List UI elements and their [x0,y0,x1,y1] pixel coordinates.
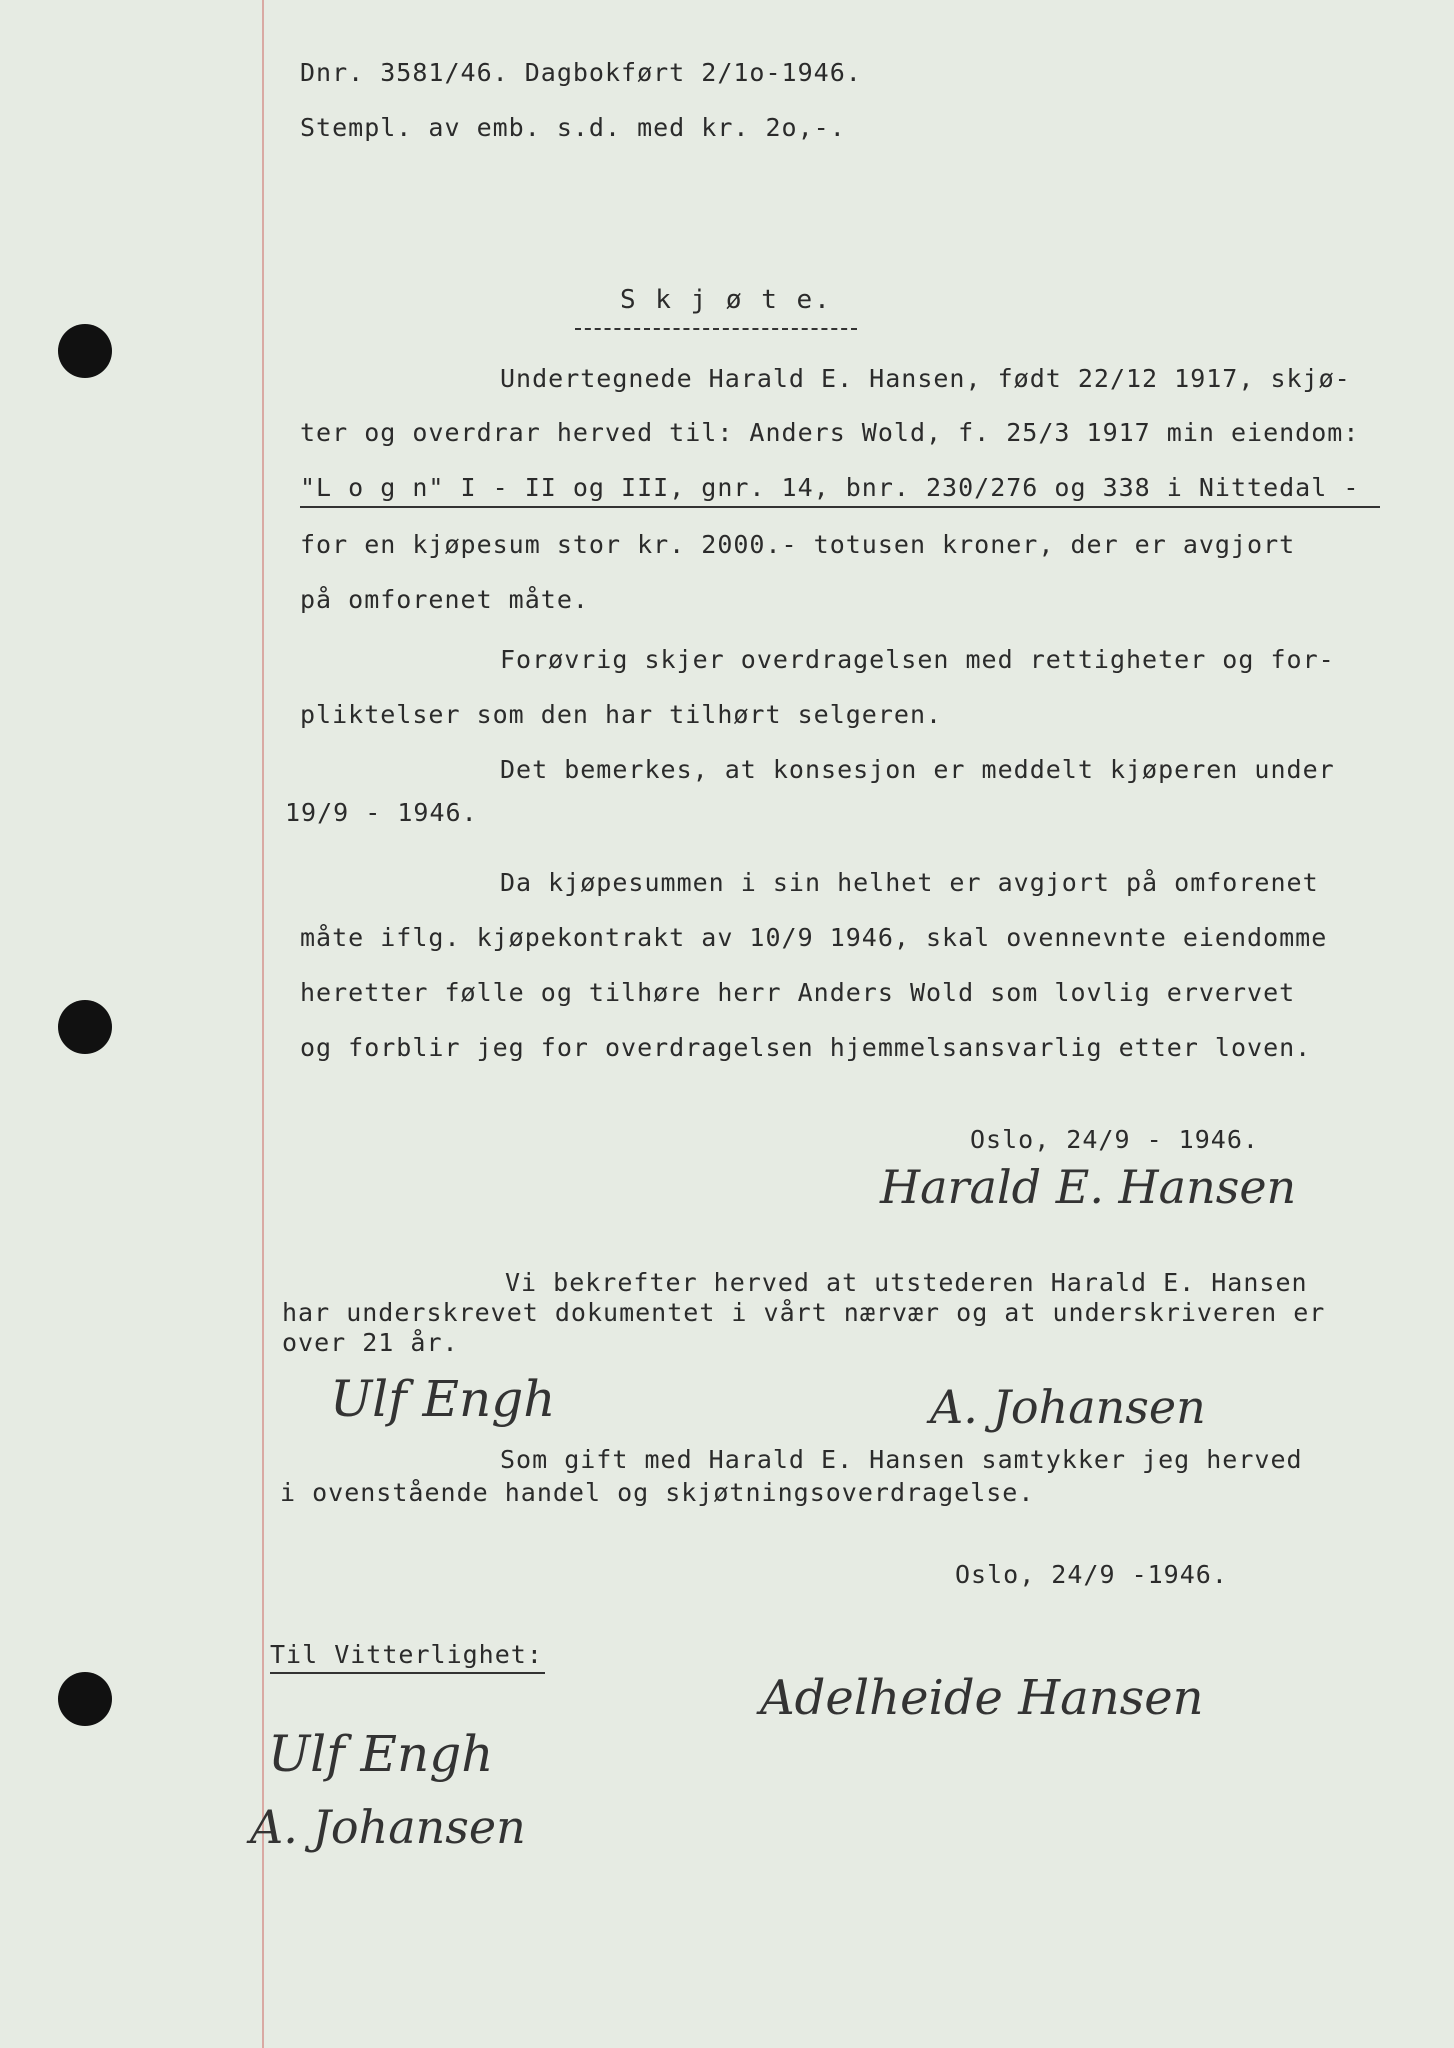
body-line: Undertegnede Harald E. Hansen, født 22/12 1917, skjø- [500,364,1351,393]
date-2: Oslo, 24/9 -1946. [955,1560,1228,1589]
property-underline [300,506,1380,508]
signature-witness-1: Ulf Engh [330,1370,556,1428]
body-line: på omforenet måte. [300,585,589,614]
body-line: pliktelser som den har tilhørt selgeren. [300,700,943,729]
body-line: for en kjøpesum stor kr. 2000.- totusen kroner, der er avgjort [300,530,1296,559]
body-line: Forøvrig skjer overdragelsen med rettigheter og for- [500,645,1335,674]
punch-hole-icon [58,324,112,378]
header-line-2: Stempl. av emb. s.d. med kr. 2o,-. [300,113,846,142]
body-line: ter og overdrar herved til: Anders Wold, f. 25/3 1917 min eiendom: [300,418,1360,447]
body-line: Da kjøpesummen i sin helhet er avgjort på omforenet [500,868,1319,897]
vitterlighet-label: Til Vitterlighet: [270,1640,543,1669]
witness-line: Vi bekrefter herved at utstederen Harald E. Hansen [505,1268,1308,1297]
witness-line: over 21 år. [282,1328,459,1357]
body-line: måte iflg. kjøpekontrakt av 10/9 1946, skal ovennevnte eiendomme [300,923,1328,952]
margin-line [262,0,264,2048]
body-line: 19/9 - 1946. [285,798,478,827]
body-line: og forblir jeg for overdragelsen hjemmelsansvarlig etter loven. [300,1033,1312,1062]
signature-witness-4: A. Johansen [250,1800,526,1854]
header-line-1: Dnr. 3581/46. Dagbokført 2/1o-1946. [300,58,862,87]
signature-spouse: Adelheide Hansen [760,1670,1204,1726]
body-line: "L o g n" I - II og III, gnr. 14, bnr. 230/276 og 338 i Nittedal - [300,473,1360,502]
punch-hole-icon [58,1672,112,1726]
body-line: Det bemerkes, at konsesjon er meddelt kjøperen under [500,755,1335,784]
punch-hole-icon [58,1000,112,1054]
consent-line: i ovenstående handel og skjøtningsoverdragelse. [280,1478,1035,1507]
document-title: S k j ø t e. [620,285,832,315]
consent-line: Som gift med Harald E. Hansen samtykker jeg herved [500,1445,1303,1474]
signature-witness-2: A. Johansen [930,1380,1206,1434]
title-underline [575,328,857,330]
vitterlighet-underline [270,1672,545,1674]
witness-line: har underskrevet dokumentet i vårt nærvær og at underskriveren er [282,1298,1326,1327]
date-1: Oslo, 24/9 - 1946. [970,1125,1259,1154]
body-line: heretter følle og tilhøre herr Anders Wold som lovlig ervervet [300,978,1296,1007]
signature-seller: Harald E. Hansen [880,1160,1297,1214]
signature-witness-3: Ulf Engh [268,1725,494,1783]
